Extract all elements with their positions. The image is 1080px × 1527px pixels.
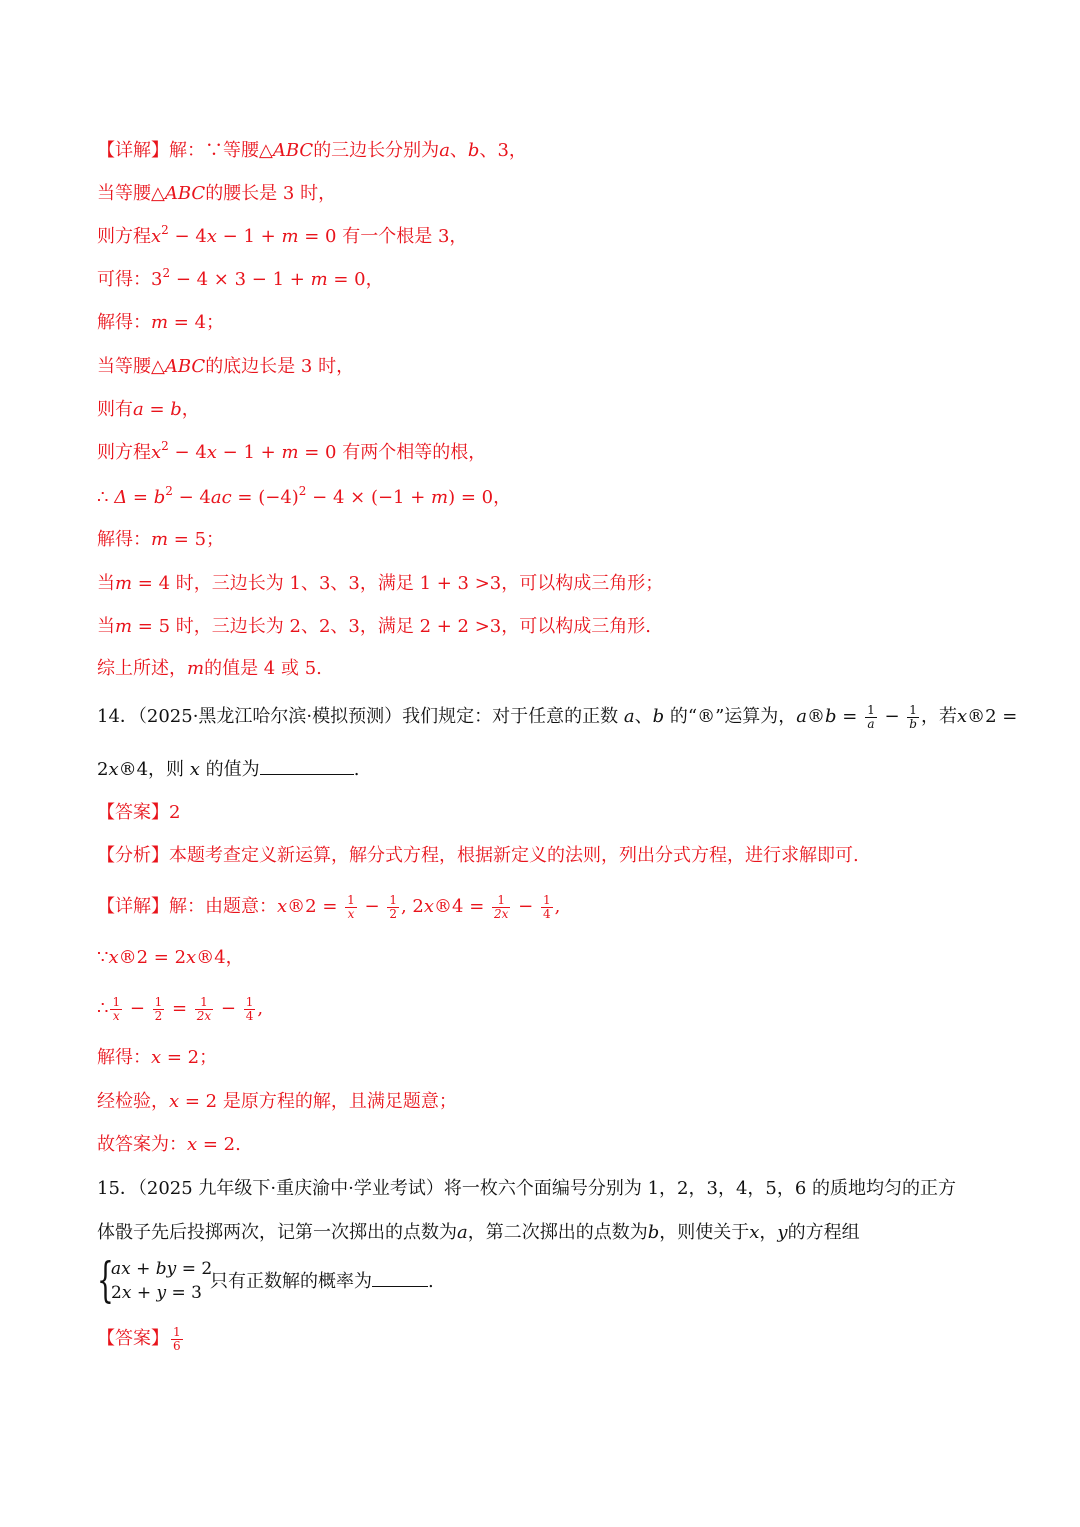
analysis-label: 【分析】 — [97, 845, 169, 866]
q14-detail-line-1: 【详解】解：由题意：x®2 = $\frac{1}{x}$ − $\frac{1}{2}$ , 2x®4 = $\frac{1}{2x}$ − $\frac{1}{4}$ , — [97, 892, 561, 921]
fraction-1-over-b: $\frac{1}{b}$ — [909, 702, 917, 731]
detail-line-12: 当m = 5 时，三边长为 2、2、3，满足 2 + 2 >3，可以构成三角形. — [97, 616, 651, 637]
detail-line-13: 综上所述，m的值是 4 或 5. — [97, 658, 322, 679]
answer-blank — [372, 1268, 428, 1287]
answer-blank — [260, 756, 354, 775]
fraction: $\frac{1}{4}$ — [245, 994, 254, 1023]
detail-line-9: ∴ $\Delta = b^2 - 4ac = (-4)^2 - 4 \times (-1 + m) = 0$， — [97, 484, 512, 508]
answer-label: 【答案】 — [97, 1328, 169, 1349]
fraction-1-over-a: $\frac{1}{a}$ — [867, 702, 875, 731]
answer-label: 【答案】 — [97, 802, 169, 823]
q15-answer — [97, 1325, 185, 1353]
fraction: $\frac{1}{x}$ — [112, 994, 121, 1023]
fraction: $\frac{1}{4}$ — [542, 892, 551, 921]
fraction: $\frac{1}{2}$ — [154, 994, 163, 1023]
q14-analysis: 【分析】本题考查定义新运算，解分式方程，根据新定义的法则，列出分式方程，进行求解即可. — [97, 845, 859, 866]
q15-stem-line-2: 体骰子先后投掷两次，记第一次掷出的点数为a，第二次掷出的点数为b，则使关于x，y的方程组 — [97, 1222, 860, 1243]
q14-detail-line-5: 经检验，x = 2 是原方程的解，且满足题意； — [97, 1091, 457, 1112]
q15-stem-line-1: 15．（2025 九年级下·重庆渝中·学业考试）将一枚六个面编号分别为 1，2，3，4，5，6 的质地均匀的正方 — [97, 1178, 957, 1199]
detail-line-3: 则方程$x^2 - 4x - 1 + m = 0$ 有一个根是 3， — [97, 223, 468, 247]
detail-label: 【详解】 — [97, 140, 169, 161]
brace-icon: { — [97, 1252, 114, 1308]
equation-1: ax + by = 2 — [111, 1259, 213, 1279]
q14-detail-line-4: 解得：x = 2； — [97, 1047, 218, 1068]
detail-line-1: 【详解】解：∵等腰△ABC的三边长分别为a、b、3， — [97, 140, 527, 161]
q14-answer — [97, 799, 180, 827]
detail-line-7: 则有a = b， — [97, 399, 200, 420]
equation-system — [97, 1252, 217, 1308]
detail-line-11: 当m = 4 时，三边长为 1、3、3，满足 1 + 3 >3，可以构成三角形； — [97, 573, 664, 594]
q14-detail-line-2: ∵x®2 = 2x®4， — [97, 947, 244, 968]
fraction: $\frac{1}{2x}$ — [494, 892, 509, 921]
detail-label: 【详解】 — [97, 896, 169, 917]
detail-line-6: 当等腰△ABC的底边长是 3 时， — [97, 356, 355, 377]
fraction: $\frac{1}{x}$ — [347, 892, 355, 921]
detail-line-2: 当等腰△ABC的腰长是 3 时， — [97, 183, 337, 204]
answer-value: 2 — [169, 802, 181, 823]
detail-line-8: 则方程$x^2 - 4x - 1 + m = 0$ 有两个相等的根， — [97, 439, 487, 463]
q14-stem-line-2: 2x®4，则 x 的值为 . — [97, 756, 359, 784]
fraction-answer: $\frac{1}{6}$ — [173, 1324, 181, 1353]
q14-stem-line-1: 14．（2025·黑龙江哈尔滨·模拟预测）我们规定：对于任意的正数 a、b 的“®”运算为，a®b = $\frac{1}{a}$ − $\frac{1}{b}$ ，若x®2 = — [97, 702, 1018, 731]
detail-line-10: 解得：m = 5； — [97, 529, 225, 550]
equation-2: 2x + y = 3 — [111, 1283, 202, 1303]
q15-stem-line-3: 只有正数解的概率为 . — [210, 1268, 434, 1296]
detail-line-4: 可得：$3^2 - 4 \times 3 - 1 + m = 0$， — [97, 266, 384, 290]
fraction: $\frac{1}{2}$ — [389, 892, 397, 921]
detail-line-5: 解得：m = 4； — [97, 312, 225, 333]
fraction: $\frac{1}{2x}$ — [196, 994, 212, 1023]
q14-detail-line-6: 故答案为：x = 2. — [97, 1134, 241, 1155]
q14-detail-line-3: ∴ $\frac{1}{x}$ − $\frac{1}{2}$ = $\frac{1}{2x}$ − $\frac{1}{4}$ , — [97, 994, 264, 1023]
